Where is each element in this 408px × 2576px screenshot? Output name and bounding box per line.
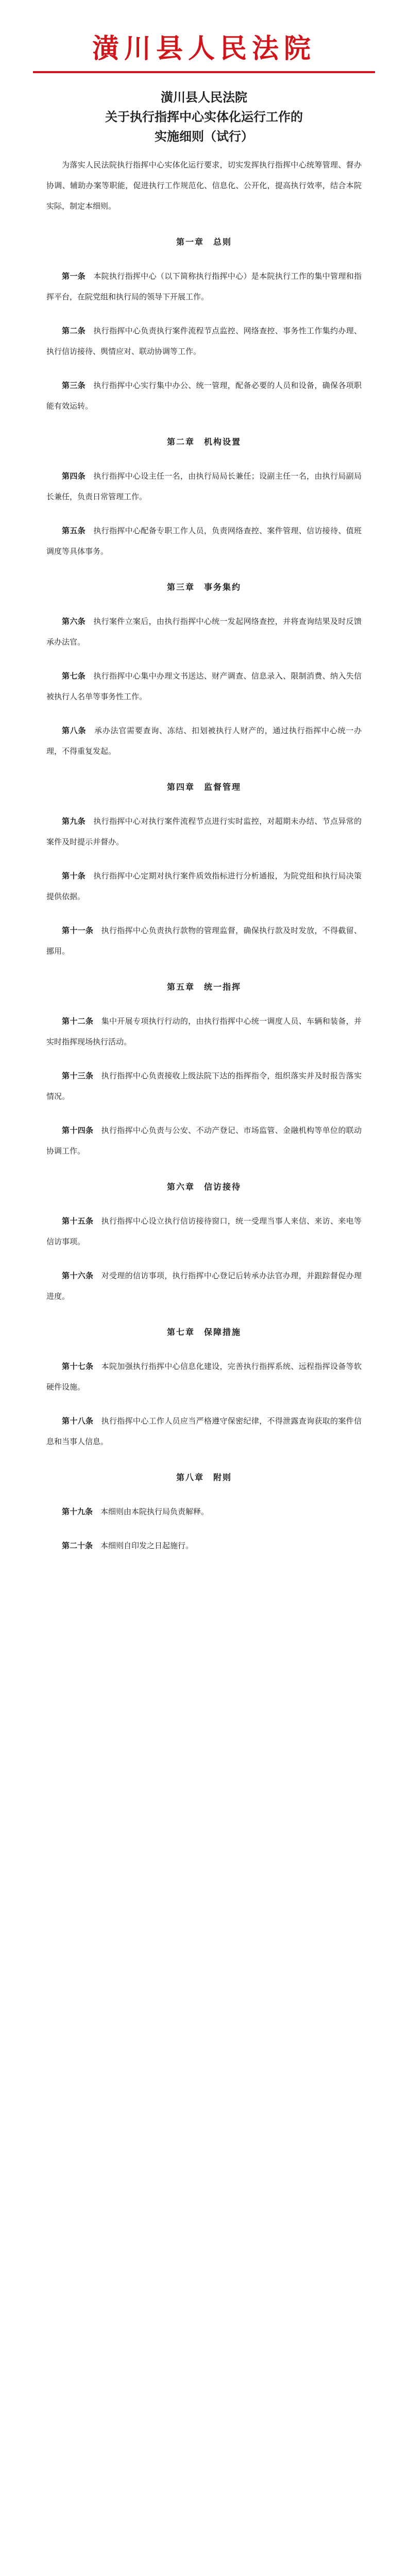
- article-text: 执行指挥中心设主任一名，由执行局局长兼任；设副主任一名，由执行局副局长兼任，负责日常管理工作。: [46, 471, 362, 501]
- article-number: 第六条: [62, 617, 86, 626]
- document-title: [57, 88, 351, 146]
- article-paragraph: [46, 811, 362, 852]
- article-number: 第二条: [62, 326, 86, 335]
- article-text: 承办法官需要查询、冻结、扣划被执行人财产的，通过执行指挥中心统一办理，不得重复发起。: [46, 726, 362, 756]
- chapter-heading: 第三章 事务集约: [166, 582, 241, 592]
- article-text: 执行指挥中心定期对执行案件质效指标进行分析通报，为院党组和执行局决策提供依据。: [46, 871, 362, 901]
- article-text: 执行指挥中心实行集中办公、统一管理，配备必要的人员和设备，确保各项职能有效运转。: [46, 381, 362, 411]
- article-text: 本细则自印发之日起施行。: [100, 1541, 194, 1550]
- article-text: 执行指挥中心对执行案件流程节点进行实时监控，对超期未办结、节点异常的案件及时提示并督办。: [46, 817, 362, 846]
- article-number: 第十三条: [62, 1071, 94, 1080]
- article-paragraph: [46, 1501, 362, 1522]
- article-number: 第十七条: [62, 1362, 94, 1371]
- chapter-heading: 第六章 信访接待: [166, 1182, 241, 1192]
- article-paragraph: [46, 866, 362, 907]
- article-number: 第一条: [62, 272, 86, 281]
- article-number: 第十二条: [62, 1016, 94, 1026]
- article-number: 第十六条: [62, 1271, 94, 1280]
- intro-paragraph: 为落实人民法院执行指挥中心实体化运行要求，切实发挥执行指挥中心统筹管理、督办协调、辅助办案等职能，促进执行工作规范化、信息化、公开化，提高执行效率，结合本院实际，制定本细则。: [46, 160, 362, 211]
- article-text: 执行指挥中心配备专职工作人员，负责网络查控、案件管理、信访接待、值班调度等具体事务。: [46, 526, 362, 556]
- article-number: 第五条: [62, 526, 86, 535]
- article-paragraph: [46, 666, 362, 707]
- chapter-heading: 第四章 监督管理: [166, 782, 241, 792]
- article-paragraph: [46, 320, 362, 362]
- article-number: 第四条: [62, 471, 86, 481]
- chapter-heading: 第一章 总则: [176, 237, 232, 247]
- article-text: 本院执行指挥中心（以下简称执行指挥中心）是本院执行工作的集中管理和指挥平台，在院党组和执行局的领导下开展工作。: [46, 272, 362, 301]
- chapter-heading: 第七章 保障措施: [166, 1327, 241, 1337]
- article-paragraph: [46, 1065, 362, 1107]
- article-text: 集中开展专项执行行动的，由执行指挥中心统一调度人员、车辆和装备，并实时指挥现场执行活动。: [46, 1016, 362, 1046]
- article-number: 第十八条: [62, 1416, 94, 1426]
- red-divider: [33, 71, 375, 73]
- article-paragraph: [46, 1411, 362, 1452]
- article-paragraph: [46, 1265, 362, 1307]
- chapter-heading: 第五章 统一指挥: [166, 982, 241, 992]
- chapter-heading: 第八章 附则: [176, 1472, 232, 1482]
- article-text: 执行案件立案后，由执行指挥中心统一发起网络查控，并将查询结果及时反馈承办法官。: [46, 617, 362, 647]
- article-number: 第三条: [62, 381, 86, 390]
- title-line-3: 实施细则（试行）: [155, 129, 253, 144]
- title-line-2: 关于执行指挥中心实体化运行工作的: [105, 109, 303, 124]
- article-number: 第十四条: [62, 1126, 94, 1135]
- article-number: 第十一条: [62, 926, 94, 935]
- article-paragraph: [46, 375, 362, 416]
- article-number: 第十五条: [62, 1216, 94, 1226]
- article-text: 执行指挥中心负责执行款物的管理监督，确保执行款及时发放，不得截留、挪用。: [46, 926, 362, 956]
- article-paragraph: [46, 266, 362, 307]
- article-number: 第十条: [62, 871, 86, 880]
- article-paragraph: [46, 1356, 362, 1397]
- article-paragraph: [46, 466, 362, 507]
- article-paragraph: [46, 611, 362, 652]
- article-paragraph: [46, 1120, 362, 1161]
- article-number: 第八条: [62, 726, 87, 735]
- article-number: 第十九条: [62, 1507, 93, 1516]
- article-paragraph: [46, 1211, 362, 1252]
- article-number: 第九条: [62, 817, 86, 826]
- article-text: 本细则由本院执行局负责解释。: [100, 1507, 209, 1516]
- chapter-heading: 第二章 机构设置: [166, 437, 241, 447]
- article-number: 第二十条: [62, 1541, 93, 1550]
- article-text: 执行指挥中心负责与公安、不动产登记、市场监管、金融机构等单位的联动协调工作。: [46, 1126, 362, 1156]
- article-paragraph: [46, 920, 362, 961]
- title-line-1: 潢川县人民法院: [161, 90, 247, 105]
- article-text: 执行指挥中心负责接收上级法院下达的指挥指令，组织落实并及时报告落实情况。: [46, 1071, 362, 1101]
- article-text: 对受理的信访事项，执行指挥中心登记后转承办法官办理，并跟踪督促办理进度。: [46, 1271, 362, 1301]
- article-paragraph: [46, 720, 362, 761]
- article-paragraph: [46, 520, 362, 562]
- article-paragraph: [46, 1535, 362, 1556]
- masthead-title: 潢川县人民法院: [92, 33, 316, 64]
- article-paragraph: [46, 1011, 362, 1052]
- document-body: [46, 155, 362, 1569]
- article-text: 本院加强执行指挥中心信息化建设，完善执行指挥系统、远程指挥设备等软硬件设施。: [46, 1362, 362, 1392]
- article-text: 执行指挥中心集中办理文书送达、财产调查、信息录入、限制消费、纳入失信被执行人名单等事务性工作。: [46, 671, 362, 701]
- article-text: 执行指挥中心设立执行信访接待窗口，统一受理当事人来信、来访、来电等信访事项。: [46, 1216, 362, 1246]
- article-number: 第七条: [62, 671, 86, 681]
- article-text: 执行指挥中心负责执行案件流程节点监控、网络查控、事务性工作集约办理、执行信访接待、舆情应对、联动协调等工作。: [46, 326, 362, 356]
- article-text: 执行指挥中心工作人员应当严格遵守保密纪律，不得泄露查询获取的案件信息和当事人信息。: [46, 1416, 362, 1446]
